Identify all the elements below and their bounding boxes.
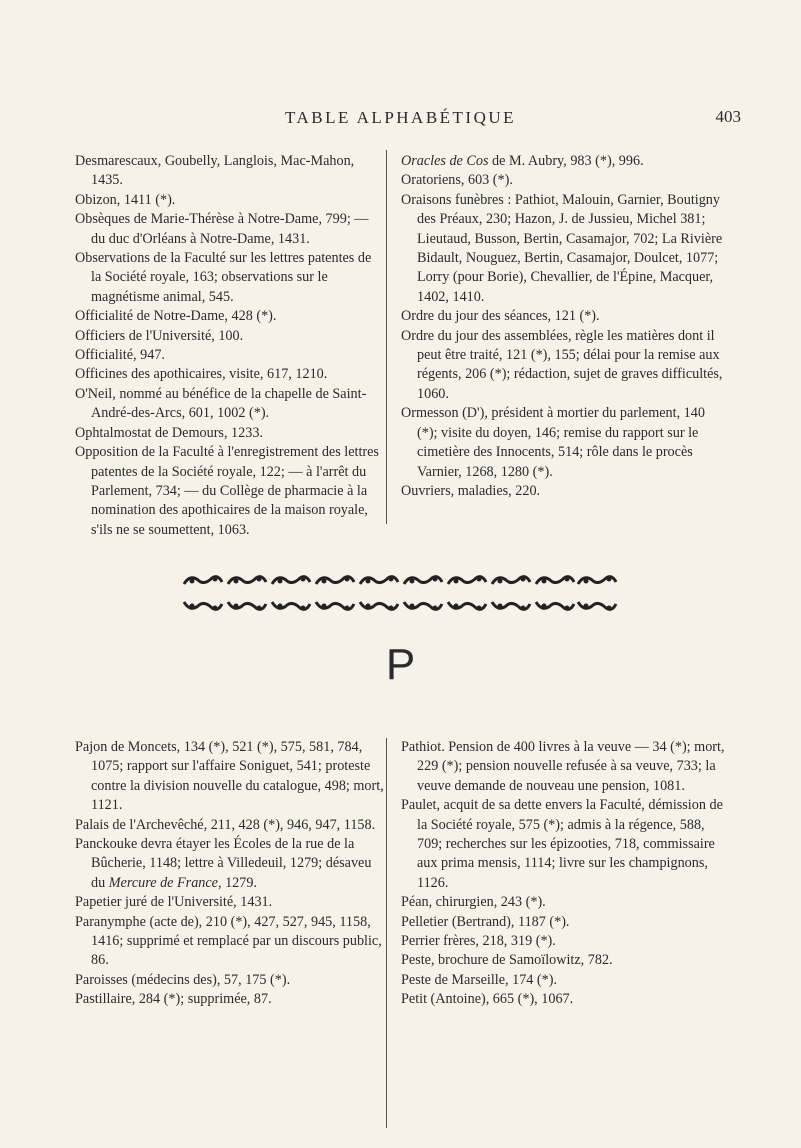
entry-text: , 1279. bbox=[217, 874, 257, 891]
index-entry: Oraisons funèbres : Pathiot, Malouin, Garnier, Boutigny des Préaux, 230; Hazon, J. de Jussieu, Michel 381; Lieutaud, Busson, Bertin, Casamajor, 702; La Rivière Bidault, Nouguez, Bertin, Casamajor, Doulcet, 1077; Lorry (pour Borie), Chevallier, de l'Épine, Macquer, 1402, 1410. bbox=[401, 191, 723, 305]
work-title: Mercure de France bbox=[108, 874, 218, 891]
index-entry: Paroisses (médecins des), 57, 175 (*). bbox=[75, 971, 291, 988]
index-entry: Pajon de Moncets, 134 (*), 521 (*), 575, 581, 784, 1075; rapport sur l'affaire Soniguet, 541; proteste contre la division nouvelle du catalogue, 498; mort, 1121. bbox=[75, 739, 384, 814]
index-entry: Paulet, acquit de sa dette envers la Faculté, démission de la Société royale, 575 (*); admis à la régence, 588, 709; recherches sur les épizooties, 718, commissaire aux prima mensis, 1114; livre sur les champignons, 1126. bbox=[401, 797, 723, 891]
index-entry: Observations de la Faculté sur les lettres patentes de la Société royale, 163; observations sur le magnétisme animal, 545. bbox=[75, 250, 372, 305]
index-entry: Desmarescaux, Goubelly, Langlois, Mac-Mahon, 1435. bbox=[75, 153, 355, 189]
index-entry: Ordre du jour des séances, 121 (*). bbox=[401, 308, 600, 325]
index-column-right-bottom bbox=[401, 738, 727, 1010]
index-entry: Ormesson (D'), président à mortier du parlement, 140 (*); visite du doyen, 146; remise du rapport sur le cimetière des Innocents, 514; rôle dans le procès Varnier, 1268, 1280 (*). bbox=[401, 405, 705, 480]
decorative-border-ornament bbox=[182, 572, 618, 620]
index-entry: Ouvriers, maladies, 220. bbox=[401, 482, 541, 499]
index-entry bbox=[75, 835, 385, 893]
index-entry: Papetier juré de l'Université, 1431. bbox=[75, 894, 273, 911]
index-entry: Officialité de Notre-Dame, 428 (*). bbox=[75, 308, 277, 325]
index-column-right-top bbox=[401, 152, 727, 501]
index-entry: Ophtalmostat de Demours, 1233. bbox=[75, 424, 263, 441]
index-entry: Obsèques de Marie-Thérèse à Notre-Dame, 799; — du duc d'Orléans à Notre-Dame, 1431. bbox=[75, 211, 369, 247]
index-entry: Opposition de la Faculté à l'enregistrement des lettres patentes de la Société royale, 122; — à l'arrêt du Parlement, 734; — du Collège de pharmacie à la nomination des apothicaires de la maison royale, s'ils ne se soumettent, 1063. bbox=[75, 444, 379, 538]
index-entry: Péan, chirurgien, 243 (*). bbox=[401, 894, 546, 911]
index-entry: Officialité, 947. bbox=[75, 347, 165, 364]
index-column-left-bottom bbox=[75, 738, 385, 1010]
index-entry: Ordre du jour des assemblées, règle les matières dont il peut être traité, 121 (*), 155; délai pour la remise aux régents, 206 (*); rédaction, sujet de graves difficultés, 1060. bbox=[401, 327, 723, 402]
index-entry: Peste, brochure de Samoïlowitz, 782. bbox=[401, 952, 613, 969]
index-entry: Paranymphe (acte de), 210 (*), 427, 527, 945, 1158, 1416; supprimé et remplacé par un discours public, 86. bbox=[75, 913, 382, 969]
index-entry: Petit (Antoine), 665 (*), 1067. bbox=[401, 991, 574, 1008]
index-column-left-top bbox=[75, 152, 385, 540]
index-entry: Pelletier (Bertrand), 1187 (*). bbox=[401, 913, 570, 930]
running-title: TABLE ALPHABÉTIQUE bbox=[284, 108, 517, 127]
index-entry: Obizon, 1411 (*). bbox=[75, 191, 176, 208]
index-entry: Perrier frères, 218, 319 (*). bbox=[401, 933, 556, 950]
column-divider bbox=[386, 150, 387, 524]
index-entry: Palais de l'Archevêché, 211, 428 (*), 946, 947, 1158. bbox=[75, 816, 376, 833]
page-number: 403 bbox=[715, 107, 741, 126]
index-entry: O'Neil, nommé au bénéfice de la chapelle de Saint-André-des-Arcs, 601, 1002 (*). bbox=[75, 385, 367, 422]
entry-text: Panckouke devra étayer les Écoles de la rue de la Bûcherie, 1148; lettre à Villedeuil, 1279; désaveu du bbox=[75, 836, 372, 891]
index-entry: Pathiot. Pension de 400 livres à la veuve — 34 (*); mort, 229 (*); pension nouvelle refusée à sa veuve, 733; la veuve demande de nouveau une pension, 1081. bbox=[401, 739, 725, 794]
index-entry: Peste de Marseille, 174 (*). bbox=[401, 971, 558, 988]
work-title: Oracles de Cos bbox=[401, 153, 489, 169]
entry-text: de M. Aubry, 983 (*), 996. bbox=[488, 153, 644, 169]
index-entry: Officiers de l'Université, 100. bbox=[75, 327, 244, 344]
index-entry: Oratoriens, 603 (*). bbox=[401, 172, 513, 189]
column-divider bbox=[386, 738, 387, 1128]
section-letter: P bbox=[385, 640, 416, 689]
index-entry: Officines des apothicaires, visite, 617, 1210. bbox=[75, 366, 328, 383]
index-entry bbox=[401, 152, 727, 171]
index-entry: Pastillaire, 284 (*); supprimée, 87. bbox=[75, 991, 272, 1008]
